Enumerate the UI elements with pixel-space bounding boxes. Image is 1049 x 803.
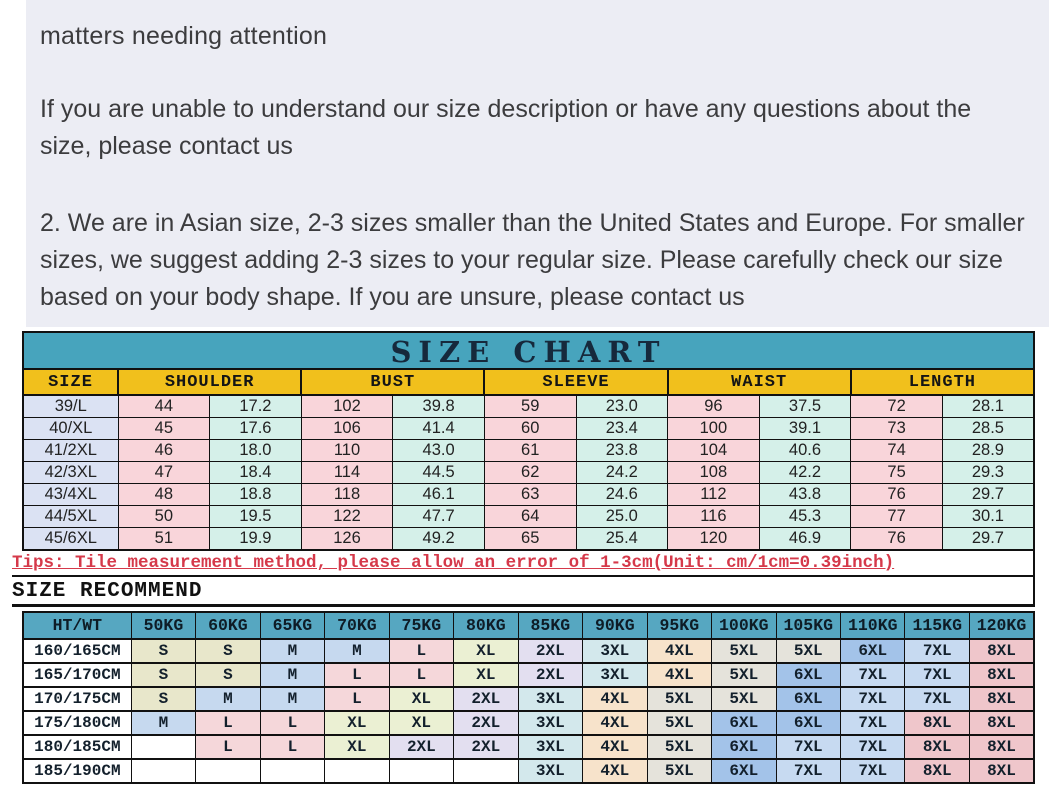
recommended-size-cell: 2XL	[518, 663, 582, 687]
measurement-cell: 40.6	[759, 440, 851, 462]
recommended-size-cell: 6XL	[712, 759, 776, 783]
recommended-size-cell: M	[260, 687, 324, 711]
measurement-cell: 23.8	[576, 440, 668, 462]
measurement-cell: 25.0	[576, 506, 668, 528]
recommended-size-cell: M	[260, 663, 324, 687]
size-chart-row	[23, 395, 1034, 418]
size-recommend-heading: SIZE RECOMMEND	[12, 577, 1035, 607]
recommend-col-ht-wt: HT/WT	[23, 612, 131, 639]
measurement-cell: 120	[668, 528, 760, 551]
measurement-cell: 28.1	[942, 395, 1034, 418]
recommended-size-cell: 3XL	[583, 663, 647, 687]
recommended-size-cell: XL	[325, 735, 389, 759]
recommended-size-cell: 5XL	[712, 639, 776, 663]
recommended-size-cell: 8XL	[969, 687, 1034, 711]
measurement-cell: 51	[118, 528, 210, 551]
recommended-size-cell: 6XL	[776, 687, 840, 711]
measurement-cell: 59	[484, 395, 576, 418]
measurement-cell: 60	[484, 418, 576, 440]
recommend-col-95kg: 95KG	[647, 612, 711, 639]
recommended-size-cell: 3XL	[518, 759, 582, 783]
size-chart-table	[22, 368, 1035, 551]
recommended-size-cell: M	[196, 687, 260, 711]
measurement-cell: 45	[118, 418, 210, 440]
recommended-size-cell: S	[196, 663, 260, 687]
recommended-size-cell: XL	[389, 687, 453, 711]
recommended-size-cell: S	[131, 663, 195, 687]
size-chart-col-shoulder: SHOULDER	[118, 369, 301, 395]
recommended-size-cell: 5XL	[712, 687, 776, 711]
recommend-col-65kg: 65KG	[260, 612, 324, 639]
recommended-size-cell: 8XL	[969, 639, 1034, 663]
size-label-cell: 39/L	[23, 395, 118, 418]
recommended-size-cell: 7XL	[776, 735, 840, 759]
tips-text: Tips: Tile measurement method, please allow an error of 1-3cm(Unit: cm/1cm=0.39inch)	[12, 553, 895, 573]
empty-size-cell	[196, 759, 260, 783]
size-chart-row	[23, 484, 1034, 506]
measurement-cell: 28.9	[942, 440, 1034, 462]
recommended-size-cell: 8XL	[969, 663, 1034, 687]
measurement-cell: 18.8	[210, 484, 302, 506]
recommended-size-cell: 3XL	[518, 687, 582, 711]
size-chart-header-row	[23, 369, 1034, 395]
recommended-size-cell: 2XL	[454, 711, 518, 735]
notice-paragraph-asian-size: 2. We are in Asian size, 2-3 sizes smaller than the United States and Europe. For smaller sizes, we suggest adding 2-3 sizes to your regular size. Please carefully check our size based on your body shape. If you are unsure, please contact us	[40, 209, 1025, 311]
recommended-size-cell: S	[131, 687, 195, 711]
recommended-size-cell: 3XL	[518, 711, 582, 735]
measurement-cell: 41.4	[393, 418, 485, 440]
measurement-cell: 104	[668, 440, 760, 462]
measurement-cell: 76	[851, 484, 943, 506]
height-range-cell: 185/190CM	[23, 759, 131, 783]
recommended-size-cell: 4XL	[583, 759, 647, 783]
recommended-size-cell: 7XL	[776, 759, 840, 783]
size-recommend-table	[22, 611, 1035, 784]
recommended-size-cell: M	[260, 639, 324, 663]
size-label-cell: 40/XL	[23, 418, 118, 440]
recommended-size-cell: XL	[325, 711, 389, 735]
measurement-cell: 17.2	[210, 395, 302, 418]
measurement-cell: 46.1	[393, 484, 485, 506]
measurement-cell: 46	[118, 440, 210, 462]
empty-size-cell	[131, 759, 195, 783]
recommended-size-cell: 2XL	[454, 735, 518, 759]
recommended-size-cell: XL	[389, 711, 453, 735]
height-range-cell: 160/165CM	[23, 639, 131, 663]
measurement-cell: 100	[668, 418, 760, 440]
recommend-col-80kg: 80KG	[454, 612, 518, 639]
measurement-cell: 77	[851, 506, 943, 528]
recommended-size-cell: 4XL	[647, 663, 711, 687]
empty-size-cell	[131, 735, 195, 759]
recommended-size-cell: 3XL	[583, 639, 647, 663]
measurement-cell: 112	[668, 484, 760, 506]
size-label-cell: 43/4XL	[23, 484, 118, 506]
recommended-size-cell: 5XL	[776, 639, 840, 663]
height-range-cell: 175/180CM	[23, 711, 131, 735]
measurement-cell: 73	[851, 418, 943, 440]
recommended-size-cell: S	[196, 639, 260, 663]
empty-size-cell	[389, 759, 453, 783]
recommend-col-85kg: 85KG	[518, 612, 582, 639]
measurement-cell: 25.4	[576, 528, 668, 551]
measurement-cell: 122	[301, 506, 393, 528]
measurement-cell: 24.2	[576, 462, 668, 484]
recommended-size-cell: 8XL	[969, 735, 1034, 759]
measurement-cell: 28.5	[942, 418, 1034, 440]
height-range-cell: 180/185CM	[23, 735, 131, 759]
measurement-cell: 110	[301, 440, 393, 462]
recommended-size-cell: 7XL	[905, 639, 969, 663]
measurement-cell: 114	[301, 462, 393, 484]
recommended-size-cell: 6XL	[712, 735, 776, 759]
recommended-size-cell: 5XL	[647, 735, 711, 759]
recommended-size-cell: 7XL	[841, 687, 905, 711]
recommended-size-cell: 2XL	[389, 735, 453, 759]
height-range-cell: 170/175CM	[23, 687, 131, 711]
recommended-size-cell: 8XL	[905, 735, 969, 759]
recommended-size-cell: L	[325, 663, 389, 687]
recommended-size-cell: 4XL	[583, 687, 647, 711]
recommend-header-row	[23, 612, 1034, 639]
recommended-size-cell: 8XL	[905, 711, 969, 735]
measurement-cell: 23.4	[576, 418, 668, 440]
recommended-size-cell: 6XL	[841, 639, 905, 663]
measurement-cell: 47.7	[393, 506, 485, 528]
recommended-size-cell: 5XL	[712, 663, 776, 687]
recommended-size-cell: M	[325, 639, 389, 663]
measurement-cell: 61	[484, 440, 576, 462]
measurement-cell: 44	[118, 395, 210, 418]
measurement-cell: 63	[484, 484, 576, 506]
tips-note	[12, 551, 1035, 577]
recommended-size-cell: L	[389, 639, 453, 663]
measurement-cell: 42.2	[759, 462, 851, 484]
recommended-size-cell: 7XL	[841, 759, 905, 783]
recommended-size-cell: XL	[454, 663, 518, 687]
measurement-cell: 106	[301, 418, 393, 440]
recommended-size-cell: L	[260, 711, 324, 735]
recommend-row	[23, 759, 1034, 783]
recommended-size-cell: 7XL	[905, 687, 969, 711]
size-chart-col-length: LENGTH	[851, 369, 1034, 395]
measurement-cell: 18.0	[210, 440, 302, 462]
measurement-cell: 18.4	[210, 462, 302, 484]
measurement-cell: 17.6	[210, 418, 302, 440]
recommend-col-70kg: 70KG	[325, 612, 389, 639]
measurement-cell: 72	[851, 395, 943, 418]
measurement-cell: 43.0	[393, 440, 485, 462]
recommended-size-cell: 5XL	[647, 759, 711, 783]
recommended-size-cell: S	[131, 639, 195, 663]
recommend-col-105kg: 105KG	[776, 612, 840, 639]
recommended-size-cell: 5XL	[647, 711, 711, 735]
measurement-cell: 37.5	[759, 395, 851, 418]
size-label-cell: 42/3XL	[23, 462, 118, 484]
recommended-size-cell: L	[325, 687, 389, 711]
size-chart-row	[23, 462, 1034, 484]
recommended-size-cell: 6XL	[776, 663, 840, 687]
measurement-cell: 43.8	[759, 484, 851, 506]
size-chart-row	[23, 440, 1034, 462]
recommended-size-cell: 6XL	[712, 711, 776, 735]
measurement-cell: 65	[484, 528, 576, 551]
size-chart-row	[23, 418, 1034, 440]
measurement-cell: 44.5	[393, 462, 485, 484]
recommended-size-cell: L	[196, 711, 260, 735]
size-chart-col-size: SIZE	[23, 369, 118, 395]
size-chart-title: SIZE CHART	[22, 331, 1035, 368]
recommended-size-cell: L	[196, 735, 260, 759]
recommend-row	[23, 735, 1034, 759]
recommended-size-cell: XL	[454, 639, 518, 663]
size-chart-col-sleeve: SLEEVE	[484, 369, 667, 395]
measurement-cell: 62	[484, 462, 576, 484]
height-range-cell: 165/170CM	[23, 663, 131, 687]
empty-size-cell	[260, 759, 324, 783]
measurement-cell: 108	[668, 462, 760, 484]
measurement-cell: 50	[118, 506, 210, 528]
recommended-size-cell: 6XL	[776, 711, 840, 735]
size-chart-col-bust: BUST	[301, 369, 484, 395]
size-label-cell: 45/6XL	[23, 528, 118, 551]
notice-heading: matters needing attention	[40, 22, 328, 50]
measurement-cell: 29.7	[942, 528, 1034, 551]
measurement-cell: 49.2	[393, 528, 485, 551]
measurement-cell: 39.1	[759, 418, 851, 440]
measurement-cell: 19.5	[210, 506, 302, 528]
empty-size-cell	[454, 759, 518, 783]
measurement-cell: 23.0	[576, 395, 668, 418]
recommended-size-cell: 7XL	[841, 711, 905, 735]
recommended-size-cell: 2XL	[518, 639, 582, 663]
recommended-size-cell: 4XL	[647, 639, 711, 663]
recommend-col-75kg: 75KG	[389, 612, 453, 639]
measurement-cell: 45.3	[759, 506, 851, 528]
recommend-col-120kg: 120KG	[969, 612, 1034, 639]
recommend-row	[23, 663, 1034, 687]
size-chart-row	[23, 506, 1034, 528]
recommend-row	[23, 687, 1034, 711]
recommend-col-50kg: 50KG	[131, 612, 195, 639]
measurement-cell: 102	[301, 395, 393, 418]
recommended-size-cell: 3XL	[518, 735, 582, 759]
recommended-size-cell: M	[131, 711, 195, 735]
measurement-cell: 64	[484, 506, 576, 528]
recommend-row	[23, 639, 1034, 663]
measurement-cell: 29.7	[942, 484, 1034, 506]
size-label-cell: 44/5XL	[23, 506, 118, 528]
recommended-size-cell: 8XL	[969, 711, 1034, 735]
size-chart-row	[23, 528, 1034, 551]
recommended-size-cell: 7XL	[905, 663, 969, 687]
recommend-col-60kg: 60KG	[196, 612, 260, 639]
measurement-cell: 19.9	[210, 528, 302, 551]
size-chart-section	[12, 331, 1035, 784]
measurement-cell: 118	[301, 484, 393, 506]
measurement-cell: 74	[851, 440, 943, 462]
notice-paragraph-contact: If you are unable to understand our size description or have any questions about the size, please contact us	[40, 95, 972, 160]
recommended-size-cell: 2XL	[454, 687, 518, 711]
recommend-col-110kg: 110KG	[841, 612, 905, 639]
recommend-col-100kg: 100KG	[712, 612, 776, 639]
recommended-size-cell: 7XL	[841, 663, 905, 687]
notice-panel	[26, 0, 1049, 327]
recommend-col-115kg: 115KG	[905, 612, 969, 639]
recommended-size-cell: 4XL	[583, 711, 647, 735]
measurement-cell: 76	[851, 528, 943, 551]
measurement-cell: 116	[668, 506, 760, 528]
recommended-size-cell: 5XL	[647, 687, 711, 711]
recommended-size-cell: L	[389, 663, 453, 687]
size-label-cell: 41/2XL	[23, 440, 118, 462]
measurement-cell: 39.8	[393, 395, 485, 418]
measurement-cell: 48	[118, 484, 210, 506]
recommend-row	[23, 711, 1034, 735]
recommended-size-cell: L	[260, 735, 324, 759]
size-chart-col-waist: WAIST	[668, 369, 851, 395]
measurement-cell: 47	[118, 462, 210, 484]
measurement-cell: 75	[851, 462, 943, 484]
measurement-cell: 29.3	[942, 462, 1034, 484]
recommended-size-cell: 8XL	[969, 759, 1034, 783]
measurement-cell: 96	[668, 395, 760, 418]
empty-size-cell	[325, 759, 389, 783]
measurement-cell: 126	[301, 528, 393, 551]
recommended-size-cell: 7XL	[841, 735, 905, 759]
measurement-cell: 24.6	[576, 484, 668, 506]
recommended-size-cell: 8XL	[905, 759, 969, 783]
measurement-cell: 46.9	[759, 528, 851, 551]
recommended-size-cell: 4XL	[583, 735, 647, 759]
recommend-col-90kg: 90KG	[583, 612, 647, 639]
measurement-cell: 30.1	[942, 506, 1034, 528]
